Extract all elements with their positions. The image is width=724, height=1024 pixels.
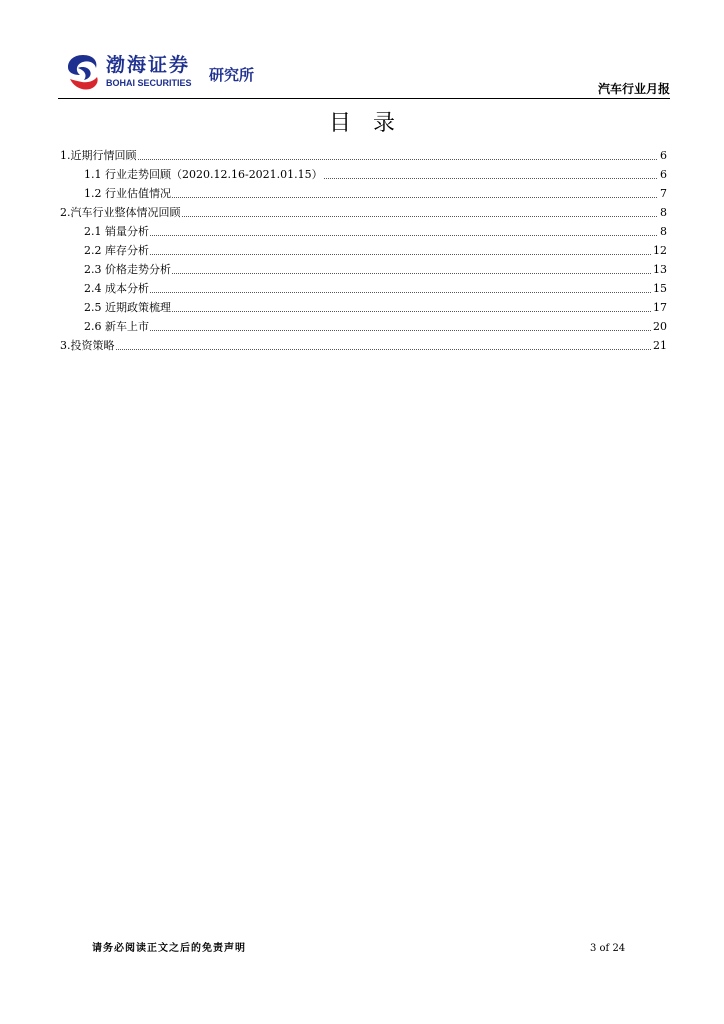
report-type-label: 汽车行业月报 [597,82,670,96]
toc-entry-page: 6 [658,146,667,165]
logo-department: 研究所 [209,66,255,84]
toc-entry-page: 13 [651,260,667,279]
toc-entry[interactable] [60,241,667,260]
toc-title: 目录 [328,111,417,136]
toc-leader-dots [84,292,667,293]
toc-entry-page: 17 [651,298,667,317]
footer-page-number: 3 of 24 [590,943,626,954]
toc-entry-label: 2.1 销量分析 [84,225,149,238]
toc-entry-label: 2.2 库存分析 [84,244,149,257]
logo-chinese-name: 渤海证券 [106,54,191,76]
toc-entry[interactable] [60,222,667,241]
toc-entry-page: 8 [658,203,667,222]
table-of-contents [60,146,667,355]
toc-leader-dots [60,159,667,160]
bohai-securities-logo [66,54,306,94]
toc-entry[interactable] [60,203,667,222]
page-header [58,52,670,98]
toc-entry-page: 6 [658,165,667,184]
toc-entry[interactable] [60,317,667,336]
toc-entry-label: 2.5 近期政策梳理 [84,301,171,314]
header-divider [58,98,670,99]
toc-leader-dots [60,349,667,350]
logo-english-name: BOHAI SECURITIES [106,78,192,88]
toc-leader-dots [84,235,667,236]
toc-entry-label: 3.投资策略 [60,339,115,352]
toc-entry-label: 1.2 行业估值情况 [84,187,171,200]
toc-entry[interactable] [60,184,667,203]
toc-entry[interactable] [60,165,667,184]
toc-entry[interactable] [60,336,667,355]
footer-disclaimer: 请务必阅读正文之后的免责声明 [92,943,246,954]
toc-entry-label: 2.3 价格走势分析 [84,263,171,276]
toc-entry[interactable] [60,298,667,317]
toc-entry-page: 8 [658,222,667,241]
toc-leader-dots [84,254,667,255]
toc-entry-label: 2.6 新车上市 [84,320,149,333]
toc-entry[interactable] [60,260,667,279]
toc-entry[interactable] [60,146,667,165]
toc-entry-label: 1.近期行情回顾 [60,149,137,162]
toc-entry-label: 1.1 行业走势回顾（2020.12.16-2021.01.15） [84,168,323,181]
toc-leader-dots [84,330,667,331]
toc-entry-page: 12 [651,241,667,260]
toc-entry-page: 20 [651,317,667,336]
toc-entry-label: 2.4 成本分析 [84,282,149,295]
toc-entry[interactable] [60,279,667,298]
bohai-logo-icon [66,54,100,92]
toc-entry-page: 15 [651,279,667,298]
toc-entry-page: 7 [658,184,667,203]
toc-entry-label: 2.汽车行业整体情况回顾 [60,206,181,219]
toc-entry-page: 21 [651,336,667,355]
